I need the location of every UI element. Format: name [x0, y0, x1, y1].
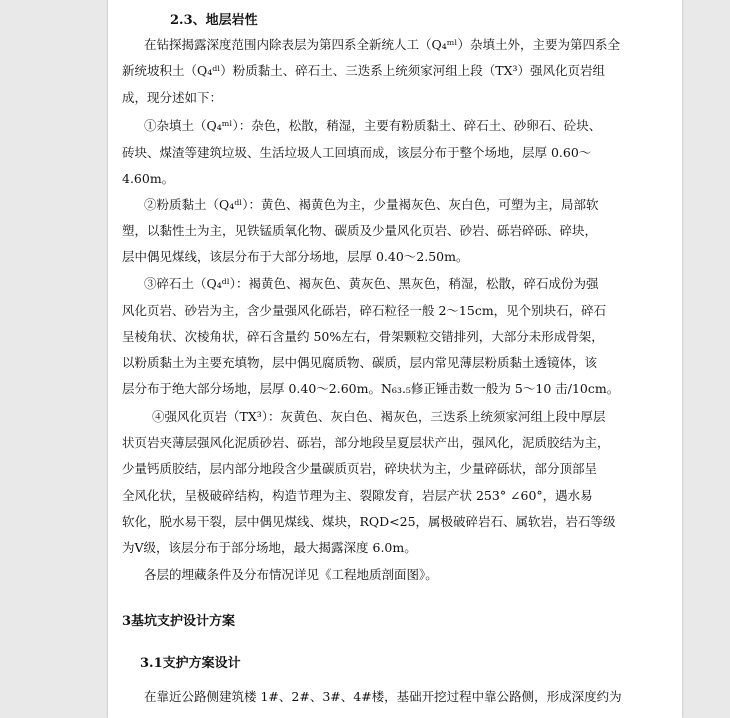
section-2-3-heading: 2.3、地层岩性: [170, 13, 258, 28]
item2-line-3: 层中偶见煤线，该层分布于大部分场地，层厚 0.40～2.50m。: [122, 249, 469, 264]
item3-line-1: ③碎石土（Q₄ᵈˡ）：褐黄色、褐灰色、黄灰色、黑灰色，稍湿，松散，碎石成份为强: [144, 276, 599, 291]
item1-line-2: 砖块、煤渣等建筑垃圾、生活垃圾人工回填而成，该层分布于整个场地，层厚 0.60～: [122, 145, 592, 160]
item1-line-3: 4.60m。: [122, 171, 175, 186]
item3-line-3: 呈棱角状、次棱角状，碎石含量约 50%左右，骨架颗粒交错排列，大部分未形成骨架，: [122, 329, 604, 344]
item1-line-1: ①杂填土（Q₄ᵐˡ）：杂色，松散，稍湿，主要有粉质黏土、碎石土、砂卵石、砼块、: [144, 118, 602, 133]
closing-paragraph: 各层的埋藏条件及分布情况详见《工程地质剖面图》。: [144, 567, 438, 582]
item3-line-5: 层分布于绝大部分场地，层厚 0.40～2.60m。N₆₃.₅修正锤击数一般为 5～10 击/10cm。: [122, 381, 620, 396]
intro-line-3: 成，现分述如下：: [122, 90, 223, 105]
item3-line-4: 以粉质黏土为主要充填物，层中偶见腐质物、碳质，层内常见薄层粉质黏土透镜体，该: [122, 355, 598, 370]
item4-line-6: 为Ⅴ级，该层分布于部分场地，最大揭露深度 6.0m。: [122, 540, 417, 555]
section-3-1-text: 在靠近公路侧建筑楼 1#、2#、3#、4#楼，基础开挖过程中靠公路侧，形成深度约为: [144, 689, 622, 704]
item3-line-2: 风化页岩、砂岩为主，含少量强风化砾岩，碎石粒径一般 2～15cm，见个别块石，碎石: [122, 303, 607, 318]
item4-line-3: 少量钙质胶结，层内部分地段含少量碳质页岩，碎块状为主，少量碎砾状，部分顶部呈: [122, 461, 598, 476]
item2-line-1: ②粉质黏土（Q₄ᵈˡ）：黄色、褐黄色为主，少量褐灰色、灰白色，可塑为主，局部软: [144, 197, 599, 212]
item4-line-2: 状页岩夹薄层强风化泥质砂岩、砾岩，部分地段呈夏层状产出，强风化，泥质胶结为主，: [122, 435, 610, 450]
item4-line-1: ④强风化页岩（TX³）：灰黄色、灰白色、褐灰色，三迭系上统须家河组上段中厚层: [152, 409, 606, 424]
item4-line-4: 全风化状，呈极破碎结构，构造节理为主、裂隙发育，岩层产状 253° ∠60°，遇水易: [122, 488, 593, 503]
intro-line-1: 在钻探揭露深度范围内除表层为第四系全新统人工（Q₄ᵐˡ）杂填土外，主要为第四系全: [144, 37, 620, 52]
item4-line-5: 软化，脱水易干裂，层中偶见煤线、煤块，RQD<25，属极破碎岩石、属软岩，岩石等级: [122, 514, 616, 529]
document-page: [108, 0, 682, 718]
section-3-1-heading: 3.1支护方案设计: [140, 656, 241, 671]
intro-line-2: 新统坡积土（Q₄ᵈˡ）粉质黏土、碎石土、三迭系上统须家河组上段（TX³）强风化页岩组: [122, 63, 606, 78]
section-3-heading: 3基坑支护设计方案: [122, 614, 236, 629]
item2-line-2: 塑，以黏性土为主，见铁锰质氧化物、碳质及少量风化页岩、砂岩、砾岩碎砾、碎块，: [122, 223, 598, 238]
